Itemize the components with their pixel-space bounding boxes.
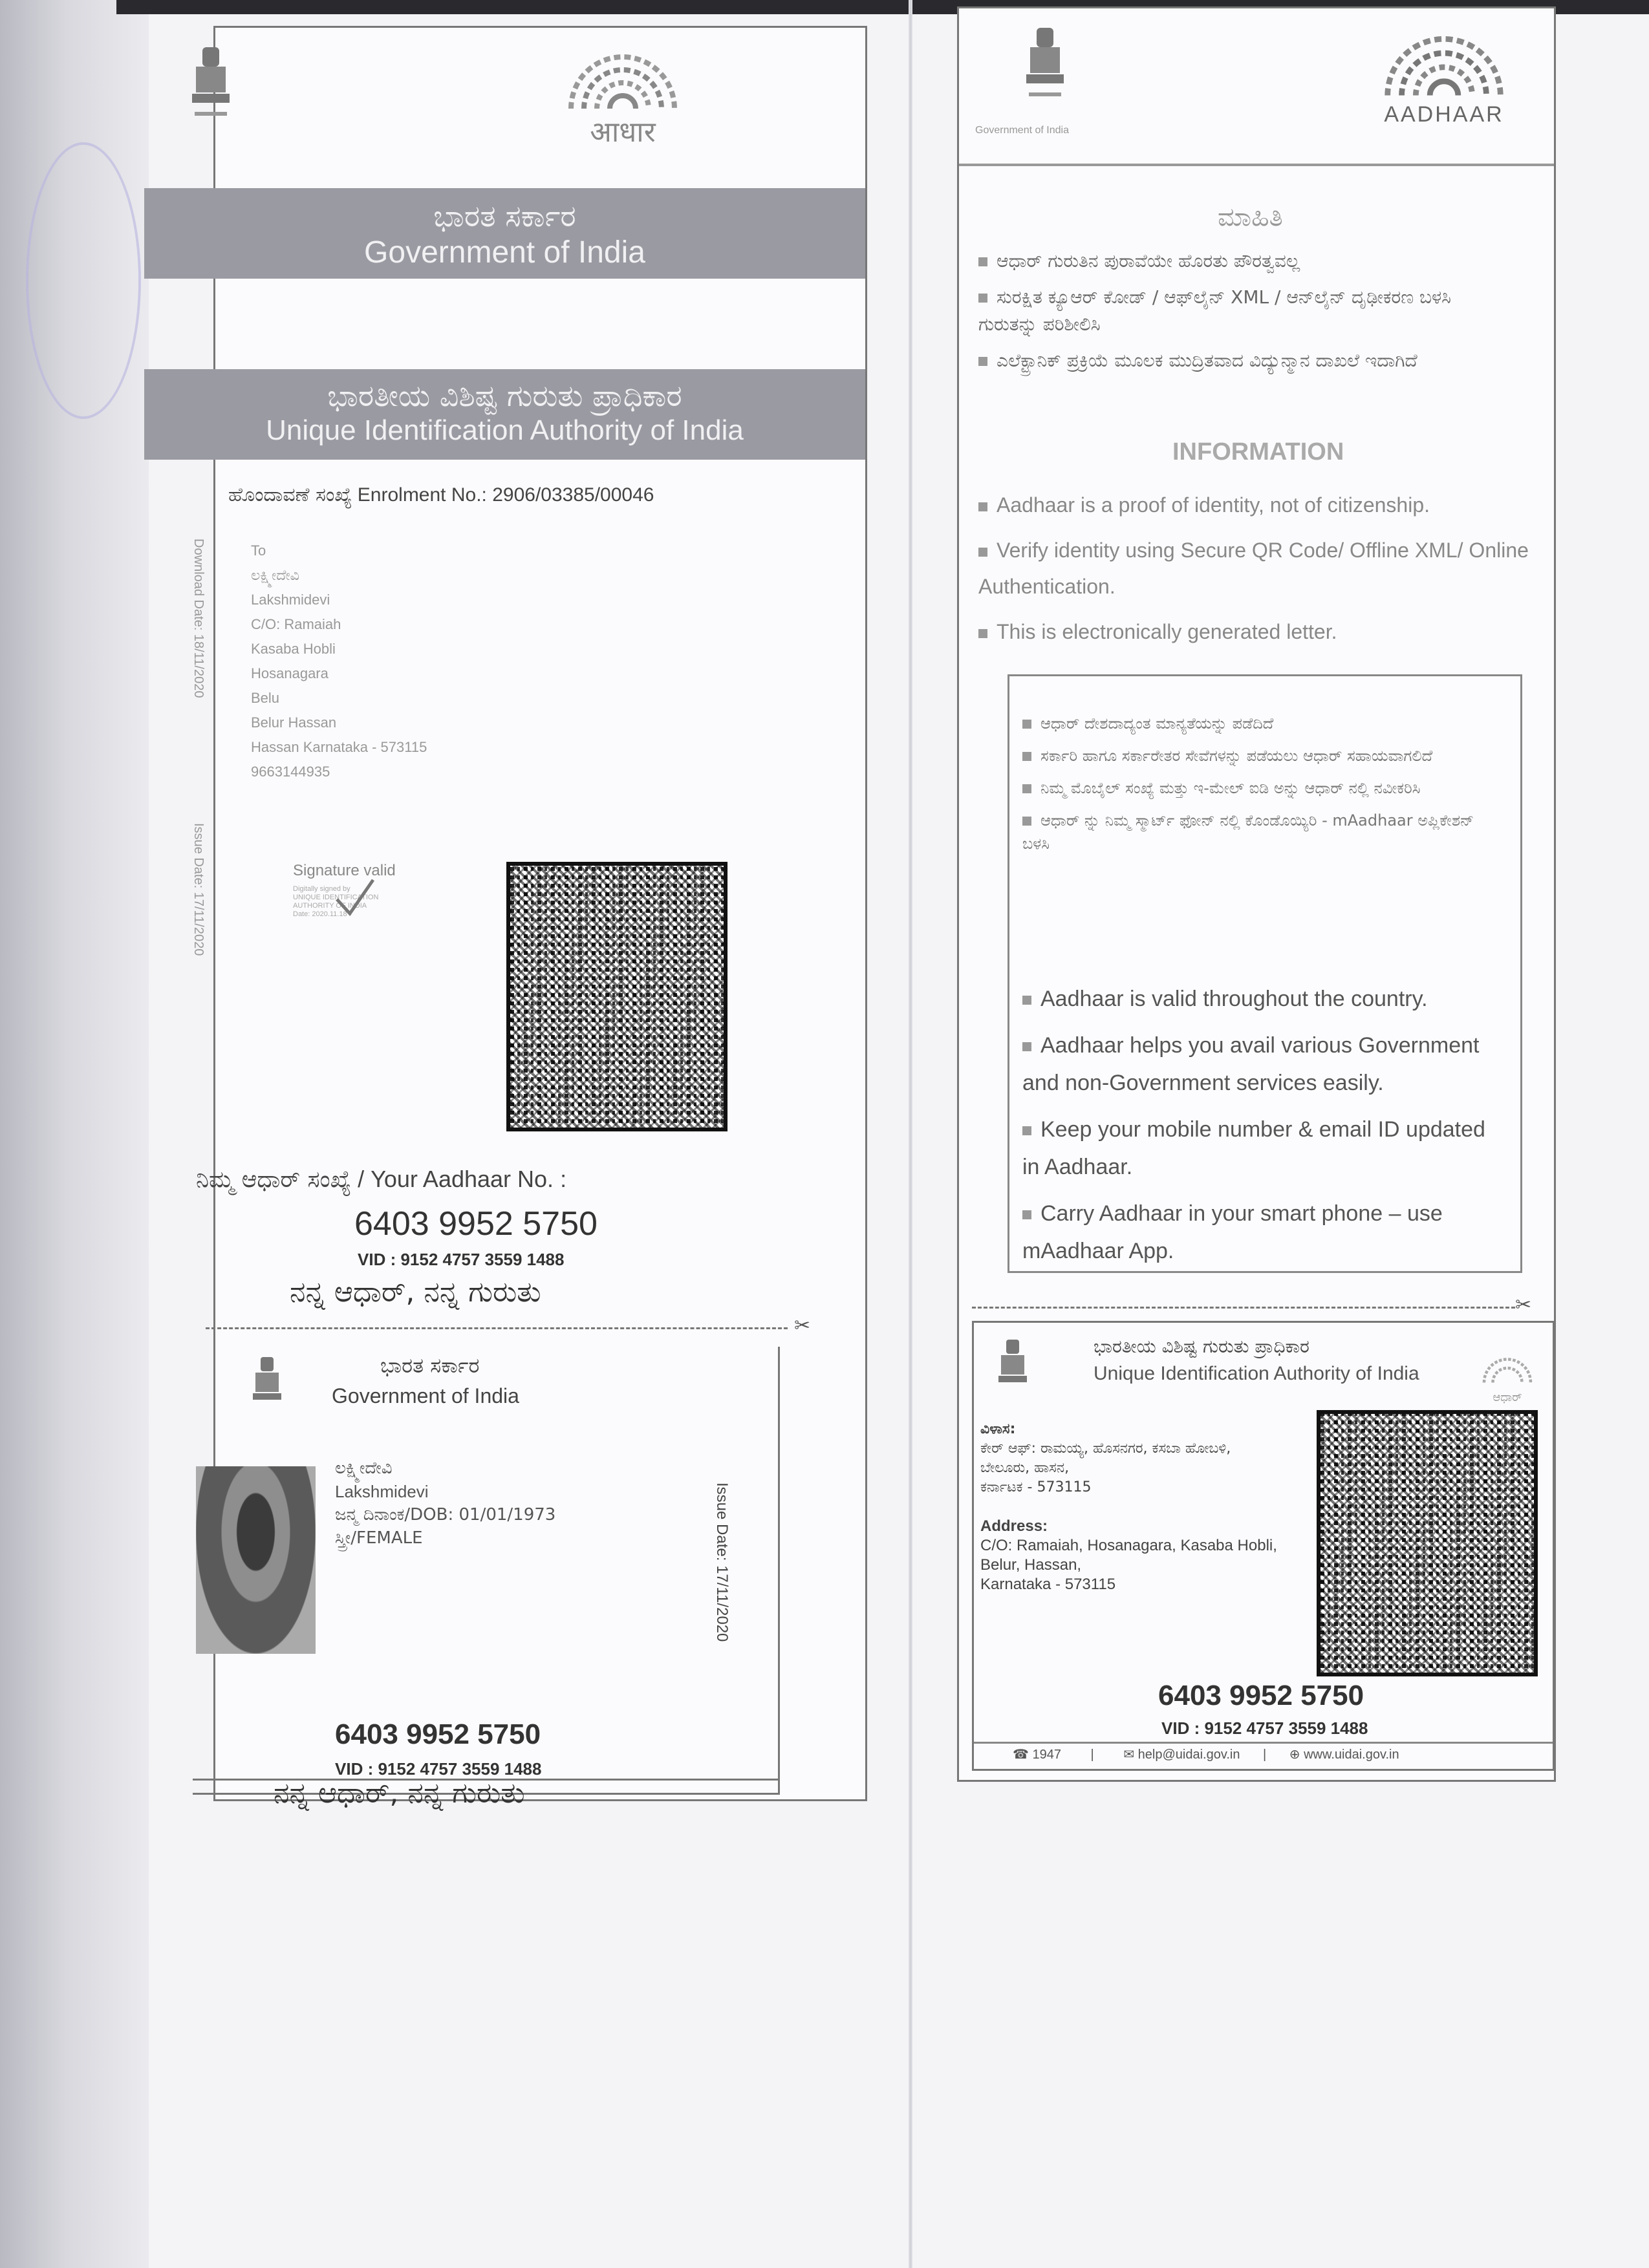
card-issue-date-vertical [710, 1482, 736, 1676]
address-line-text: Belu [251, 690, 280, 706]
email-icon: ✉ [1123, 1748, 1135, 1762]
uidai-kannada: ಭಾರತೀಯ ವಿಶಿಷ್ಟ ಗುರುತು ಪ್ರಾಧಿಕಾರ [327, 378, 682, 413]
phone-icon: ☎ [1013, 1748, 1029, 1762]
bullet-icon [978, 257, 987, 266]
card-name: Lakshmidevi [335, 1482, 429, 1501]
national-emblem-icon [183, 41, 239, 131]
address-line-text: 9663144935 [251, 764, 330, 780]
box-kannada-point-text: ಆಧಾರ್ ನ್ನು ನಿಮ್ಮ ಸ್ಮಾರ್ಟ್ ಫೋನ್ ನಲ್ಲಿ ಕೊಂಡೊಯ್ಯಿರಿ - mAadhaar ಅಪ್ಲಿಕೇಶನ್ ಬಳಸಿ [1022, 811, 1474, 853]
your-aadhaar-label-kannada: ನಿಮ್ಮ ಆಧಾರ್ ಸಂಖ್ಯೆ [196, 1166, 352, 1193]
download-date-vertical [186, 539, 212, 752]
enrolment-label-kannada: ಹೊಂದಾವಣೆ ಸಂಖ್ಯೆ [228, 484, 352, 506]
info-point-text: Verify identity using Secure QR Code/ Offline XML/ Online Authentication. [978, 539, 1529, 598]
kannada-point-text: ಎಲೆಕ್ಟ್ರಾನಿಕ್ ಪ್ರಕ್ರಿಯೆ ಮೂಲಕ ಮುದ್ರಿತವಾದ ವಿದ್ಯುನ್ಮಾನ ದಾಖಲೆ ಇದಾಗಿದೆ [997, 350, 1417, 371]
header-divider [959, 164, 1554, 166]
aadhaar-logo-text: आधार [590, 116, 656, 149]
qr-code [506, 862, 727, 1131]
stamp-mark [26, 142, 141, 419]
address-line [251, 563, 427, 588]
aadhaar-fingerprint-icon-right [1373, 21, 1515, 99]
box-point-text: Keep your mobile number & email ID updated in Aadhaar. [1022, 1117, 1485, 1179]
aadhaar-logo [558, 41, 687, 149]
address-line-text: Belur Hassan [251, 714, 337, 731]
back-aadhaar-number: 6403 9952 5750 [1158, 1680, 1364, 1711]
scissors-icon-right: ✂ [1515, 1294, 1532, 1316]
info-points [978, 487, 1535, 659]
box-point [1022, 1195, 1501, 1270]
footer-divider [974, 1742, 1553, 1744]
card-footer: ☎ 1947 | ✉ help@uidai.gov.in | ⊕ www.uidai.gov.in [1013, 1748, 1399, 1762]
box-point-text: Aadhaar is valid throughout the country. [1040, 987, 1428, 1011]
bullet-icon [1022, 752, 1031, 761]
box-kannada-point [1022, 744, 1501, 767]
issue-date-vertical [186, 823, 212, 1017]
government-band [144, 188, 865, 279]
address-kannada [980, 1420, 1317, 1497]
government-english: Government of India [364, 235, 645, 270]
address-line-text: To [251, 542, 266, 559]
address-kannada-lines [980, 1439, 1317, 1497]
info-point [978, 487, 1535, 523]
info-point-text: Aadhaar is a proof of identity, not of citizenship. [997, 493, 1430, 517]
address-line [251, 711, 427, 735]
address-line-text: Hosanagara [251, 665, 329, 681]
bullet-icon [978, 357, 987, 366]
emblem-caption: Government of India [975, 125, 1069, 136]
address-label-kannada: ವಿಳಾಸ: [980, 1421, 1016, 1437]
cut-line [206, 1327, 788, 1329]
box-kannada-point [1022, 809, 1501, 855]
holder-photo [196, 1466, 316, 1654]
bullet-icon [1022, 1210, 1031, 1219]
address-line-text: Hassan Karnataka - 573115 [251, 739, 427, 755]
address-line [251, 686, 427, 711]
footer-website: www.uidai.gov.in [1304, 1748, 1399, 1762]
your-aadhaar-label [196, 1166, 566, 1193]
aadhaar-fingerprint-icon [558, 41, 687, 112]
authority-kannada: ಭಾರತೀಯ ವಿಶಿಷ್ಟ ಗುರುತು ಪ್ರಾಧಿಕಾರ [1094, 1336, 1310, 1357]
national-emblem-small-icon [248, 1353, 286, 1418]
box-point-text: Carry Aadhaar in your smart phone – use mAadhaar App. [1022, 1201, 1443, 1263]
kannada-point [978, 248, 1483, 275]
address-line-text: Lakshmidevi [251, 592, 330, 608]
info-point [978, 614, 1535, 650]
box-point-text: Aadhaar helps you avail various Government and non-Government services easily. [1022, 1033, 1480, 1095]
address-line [251, 735, 427, 760]
address-english-line [980, 1575, 1317, 1594]
aadhaar-info-panel [957, 6, 1556, 1782]
address-line [251, 661, 427, 686]
bullet-icon [1022, 784, 1031, 793]
card-aadhaar-number: 6403 9952 5750 [335, 1718, 541, 1750]
kannada-point [978, 347, 1483, 374]
box-point [1022, 1111, 1501, 1186]
box-point [1022, 1027, 1501, 1102]
download-date: Download Date: 18/11/2020 [191, 539, 206, 698]
qr-code-back [1317, 1410, 1538, 1676]
bullet-icon [1022, 996, 1031, 1005]
aadhaar-logo-right [1373, 21, 1515, 144]
address-line [251, 637, 427, 661]
box-kannada-point-text: ನಿಮ್ಮ ಮೊಬೈಲ್ ಸಂಖ್ಯೆ ಮತ್ತು ಇ-ಮೇಲ್ ಐಡಿ ಅನ್ನು ಆಧಾರ್ ನಲ್ಲಿ ನವೀಕರಿಸಿ [1040, 779, 1421, 797]
info-box [1008, 674, 1522, 1273]
aadhaar-logo-text-right: AADHAAR [1384, 102, 1504, 127]
bullet-icon [978, 548, 987, 557]
address-english-line-text: C/O: Ramaiah, Hosanagara, Kasaba Hobli, [980, 1537, 1277, 1554]
cut-line-right [972, 1307, 1515, 1309]
address-line [251, 612, 427, 637]
box-kannada-point-text: ಆಧಾರ್ ದೇಶದಾದ್ಯಂತ ಮಾನ್ಯತೆಯನ್ನು ಪಡೆದಿದೆ [1040, 714, 1274, 733]
front-card [193, 1347, 780, 1795]
info-point [978, 532, 1535, 604]
signature-detail-line-text: AUTHORITY OF INDIA [293, 902, 367, 910]
bullet-icon [1022, 1126, 1031, 1135]
scissors-icon: ✂ [794, 1315, 811, 1336]
check-mark-icon [332, 875, 377, 920]
card-issue-date: Issue Date: 17/11/2020 [713, 1482, 731, 1642]
bullet-icon [1022, 817, 1031, 826]
enrolment-label: Enrolment No.: [357, 484, 487, 506]
aadhaar-fingerprint-small-icon [1478, 1349, 1536, 1387]
address-english-line-text: Karnataka - 573115 [980, 1576, 1116, 1593]
aadhaar-letter-panel [191, 26, 867, 1810]
aadhaar-logo-card [1478, 1349, 1536, 1407]
address-line-text: Kasaba Hobli [251, 641, 336, 657]
vid-number: VID : 9152 4757 3559 1488 [358, 1250, 565, 1269]
back-vid: VID : 9152 4757 3559 1488 [1161, 1718, 1368, 1738]
info-heading: INFORMATION [1172, 438, 1344, 465]
bullet-icon [1022, 720, 1031, 729]
address-line-text: C/O: Ramaiah [251, 616, 341, 632]
national-emblem-card-icon [993, 1336, 1032, 1400]
page-fold [909, 0, 912, 2268]
address-kannada-line [980, 1439, 1317, 1459]
box-points [1022, 980, 1501, 1279]
signature-detail-line-text: UNIQUE IDENTIFICATION [293, 893, 379, 901]
address-line [251, 539, 427, 563]
bullet-icon [978, 629, 987, 638]
address-english-line [980, 1536, 1317, 1556]
address-english-line [980, 1556, 1317, 1575]
address-english-line-text: Belur, Hassan, [980, 1556, 1082, 1574]
your-aadhaar-label-english: / Your Aadhaar No. : [358, 1166, 567, 1192]
address-kannada-line-text: ಬೇಲೂರು, ಹಾಸನ, [980, 1460, 1070, 1476]
aadhaar-number: 6403 9952 5750 [354, 1205, 598, 1243]
card-vid: VID : 9152 4757 3559 1488 [335, 1759, 542, 1779]
address-kannada-line-text: ಕರ್ನಾಟಕ - 573115 [980, 1479, 1092, 1495]
card-tagline: ನನ್ನ ಆಧಾರ್, ನನ್ನ ಗುರುತು [274, 1777, 525, 1810]
government-kannada: ಭಾರತ ಸರ್ಕಾರ [433, 198, 576, 233]
signature-label: Signature valid [293, 862, 396, 879]
address-block [251, 539, 427, 784]
footer-phone: 1947 [1032, 1748, 1061, 1762]
back-card [972, 1321, 1555, 1771]
footer-email: help@uidai.gov.in [1137, 1748, 1240, 1762]
kannada-point-text: ಸುರಕ್ಷಿತ ಕ್ಯೂಆರ್ ಕೋಡ್ / ಆಫ್‌ಲೈನ್ XML / ಆನ್‌ಲೈನ್ ದೃಢೀಕರಣ ಬಳಸಿ ಗುರುತನ್ನು ಪರಿಶೀಲಿಸಿ [978, 286, 1452, 335]
national-emblem-icon-right [1017, 21, 1073, 112]
bullet-icon [1022, 1042, 1031, 1051]
box-kannada-points [1022, 712, 1501, 864]
address-line-text: ಲಕ್ಷ್ಮೀದೇವಿ [251, 567, 299, 583]
issue-date-side: Issue Date: 17/11/2020 [191, 823, 206, 956]
card-details [335, 1457, 555, 1550]
aadhaar-tagline: ನನ್ನ ಆಧಾರ್, ನನ್ನ ಗುರುತು [290, 1276, 541, 1309]
address-lines [980, 1536, 1317, 1594]
card-gov-english: Government of India [332, 1384, 519, 1407]
bullet-icon [978, 294, 987, 303]
address-line [251, 588, 427, 612]
address-kannada-line-text: ಕೇರ್ ಆಫ್: ರಾಮಯ್ಯ, ಹೊಸನಗರ, ಕಸಬಾ ಹೋಬಳಿ, [980, 1440, 1231, 1457]
address-label: Address: [980, 1517, 1048, 1535]
card-gender: ಸ್ತ್ರೀ/FEMALE [335, 1528, 423, 1548]
kannada-points [978, 248, 1483, 383]
heading-kannada: ಮಾಹಿತಿ [1218, 202, 1283, 232]
address-english [980, 1517, 1317, 1594]
enrolment-number: 2906/03385/00046 [492, 484, 654, 506]
card-dob: ಜನ್ಮ ದಿನಾಂಕ/DOB: 01/01/1973 [335, 1505, 556, 1524]
aadhaar-logo-card-text: ಆಧಾರ್ [1493, 1391, 1522, 1404]
card-gov-kannada: ಭಾರತ ಸರ್ಕಾರ [380, 1353, 480, 1378]
kannada-point [978, 284, 1483, 338]
address-line [251, 760, 427, 784]
box-kannada-point [1022, 712, 1501, 735]
uidai-english: Unique Identification Authority of India [266, 414, 744, 446]
box-kannada-point-text: ಸರ್ಕಾರಿ ಹಾಗೂ ಸರ್ಕಾರೇತರ ಸೇವೆಗಳನ್ನು ಪಡೆಯಲು ಆಧಾರ್ ಸಹಾಯವಾಗಲಿದೆ [1040, 747, 1433, 765]
box-point [1022, 980, 1501, 1018]
enrolment-line [228, 484, 654, 506]
signature-detail-line-text: Date: 2020.11.18 [293, 910, 347, 918]
address-kannada-line [980, 1459, 1317, 1478]
info-point-text: This is electronically generated letter. [997, 620, 1337, 643]
address-kannada-line [980, 1478, 1317, 1497]
bullet-icon [978, 502, 987, 511]
card-name-kannada: ಲಕ್ಷ್ಮೀದೇವಿ [335, 1459, 393, 1478]
box-kannada-point [1022, 776, 1501, 800]
authority-english: Unique Identification Authority of India [1094, 1363, 1419, 1384]
kannada-point-text: ಆಧಾರ್ ಗುರುತಿನ ಪುರಾವೆಯೇ ಹೊರತು ಪೌರತ್ವವಲ್ಲ [997, 250, 1300, 272]
signature-detail-line-text: Digitally signed by [293, 885, 350, 893]
globe-icon: ⊕ [1289, 1748, 1300, 1762]
signature-block [293, 862, 435, 933]
uidai-band [144, 369, 865, 460]
